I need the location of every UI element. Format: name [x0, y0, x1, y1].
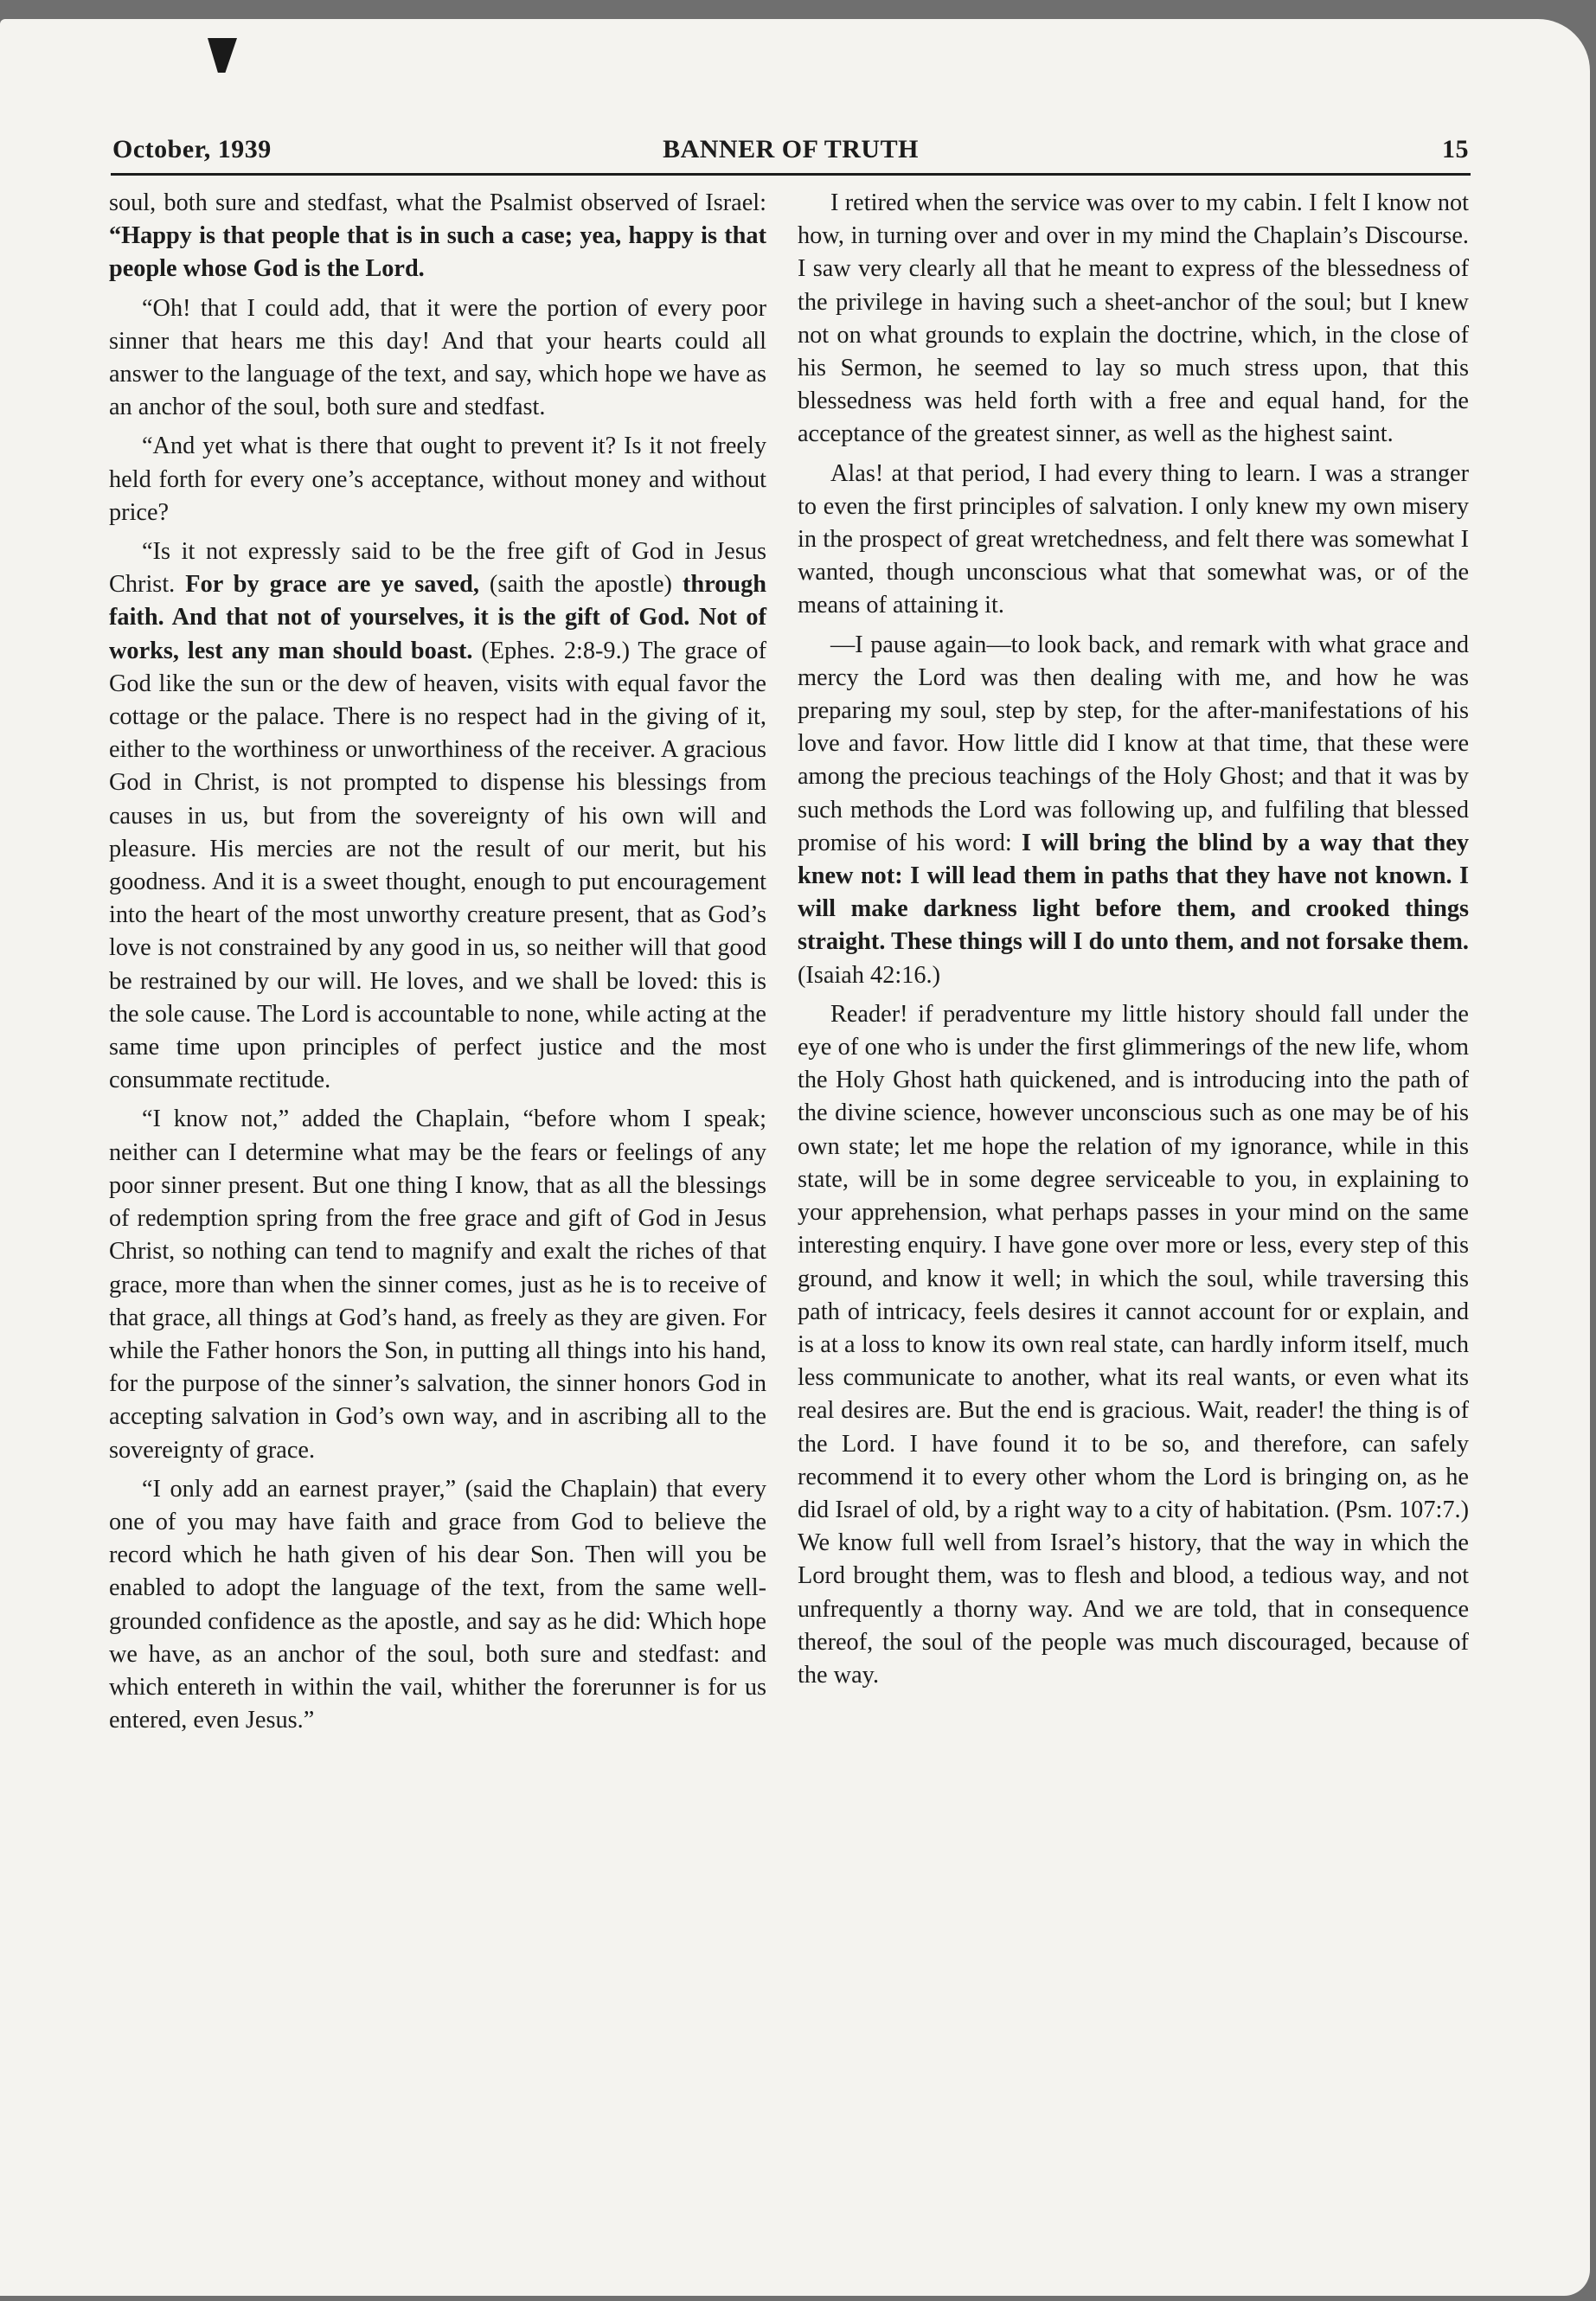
text-run: (Isaiah 42:16.): [798, 961, 941, 989]
text-run: Alas! at that period, I had every thing to learn. I was a stranger to even the first principles of salvation. I only knew my own misery in the prospect of great wretchedness, and felt there was somewhat I wanted, though unconscious what that somewhat was, or of the means of attaining it.: [798, 459, 1469, 619]
right-column: [798, 187, 1469, 1698]
issue-date: October, 1939: [112, 135, 272, 163]
paragraph: [109, 187, 766, 286]
paragraph: [109, 1473, 766, 1738]
bold-text: “Happy is that people that is in such a case; yea, happy is that people whose God is the Lord.: [109, 222, 766, 283]
bold-text: For by grace are ye saved,: [185, 571, 479, 599]
header-rule: [111, 173, 1471, 176]
paragraph: [798, 998, 1469, 1692]
running-header: [112, 135, 1469, 173]
bold-text: through faith. And that not of yourselves, it is the gift of God. Not of works, lest any man should boast.: [109, 571, 766, 664]
paragraph: [798, 629, 1469, 992]
text-run: “Oh! that I could add, that it were the portion of every poor sinner that hears me this day! And that your hearts could all answer to the language of the text, and say, which hope we have as an anchor of the soul, both sure and stedfast.: [109, 294, 766, 421]
paragraph: [109, 1103, 766, 1466]
paragraph: [798, 458, 1469, 623]
magazine-page: [0, 19, 1590, 2296]
paragraph: [798, 187, 1469, 452]
text-run: Reader! if peradventure my little history should fall under the eye of one who is under the first glimmerings of the new life, whom the Holy Ghost hath quickened, and is introducing into the path of the divine science, however unconscious such as one may be of his own state; let me hope the relation of my ignorance, while in this state, will be in some degree serviceable to you, in explaining to your apprehension, what perhaps passes in your mind on the same interesting enquiry. I have gone over more or less, every step of this ground, and know it well; in which the soul, while traversing this path of intricacy, feels desires it cannot account for or explain, and is at a loss to know its own real state, can hardly inform itself, much less communicate to another, what its real wants, or even what its real desires are. But the end is gracious. Wait, reader! the thing is of the Lord. I have found it to be so, and therefore, can safely recommend it to every other whom the Lord is bringing on, as he did Israel of old, by a right way to a city of habitation. (Psm. 107:7.) We know full well from Israel’s history, that the way in which the Lord brought them, was to flesh and blood, a tedious way, and not unfrequently a thorny way. And we are told, that in consequence thereof, the soul of the people was much discouraged, because of the way.: [798, 1000, 1469, 1689]
bold-text: I will bring the blind by a way that they knew not: I will lead them in paths that they have not known. I will make darkness light before them, and crooked things straight. These things will I do unto them, and not forsake them.: [798, 829, 1469, 956]
text-run: —I pause again—to look back, and remark with what grace and mercy the Lord was then dealing with me, and how he was preparing my soul, step by step, for the after-manifestations of his love and favor. How little did I know at that time, that these were among the precious teachings of the Holy Ghost; and that it was by such methods the Lord was following up, and fulfiling that blessed promise of his word:: [798, 631, 1469, 856]
paragraph: [109, 430, 766, 529]
text-run: “I know not,” added the Chaplain, “before whom I speak; neither can I determine what may be the fears or feelings of any poor sinner present. But one thing I know, that as all the blessings of redemption spring from the free grace and gift of God in Jesus Christ, so nothing can tend to magnify and exalt the riches of that grace, more than when the sinner comes, just as he is to receive of that grace, all things at God’s hand, as freely as they are given. For while the Father honors the Son, in putting all things into his hand, for the purpose of the sinner’s salvation, the sinner honors God in accepting salvation in God’s own way, and in ascribing all to the sovereignty of grace.: [109, 1106, 766, 1464]
text-run: “Is it not expressly said to be the free gift of God in Jesus Christ.: [109, 538, 766, 599]
text-run: “And yet what is there that ought to prevent it? Is it not freely held forth for every one’s acceptance, without money and without price?: [109, 433, 766, 526]
left-column: [109, 187, 766, 1743]
text-run: “I only add an earnest prayer,” (said the Chaplain) that every one of you may have faith and grace from God to believe the record which he hath given of his dear Son. Then will you be enabled to adopt the language of the text, from the same well-grounded confidence as the apostle, and say as he did: Which hope we have, as an anchor of the soul, both sure and stedfast: and which entereth in within the vail, whither the forerunner is for us entered, even Jesus.”: [109, 1475, 766, 1734]
publication-title: BANNER OF TRUTH: [663, 135, 919, 163]
text-run: (saith the apostle): [478, 571, 683, 599]
paragraph: [109, 292, 766, 425]
page-number: 15: [1442, 135, 1469, 163]
text-run: soul, both sure and stedfast, what the Psalmist observed of Israel:: [109, 189, 766, 216]
text-run: I retired when the service was over to my cabin. I felt I know not how, in turning over and over in my mind the Chaplain’s Discourse. I saw very clearly all that he meant to express of the blessedness of the privilege in having such a sheet-anchor of the soul; but I knew not on what grounds to explain the doctrine, which, in the close of his Sermon, he seemed to lay so much stress upon, that this blessedness was held forth with a free and equal hand, for the acceptance of the greatest sinner, as well as the highest saint.: [798, 189, 1469, 448]
binding-mark: [208, 38, 237, 73]
paragraph: [109, 535, 766, 1097]
text-run: (Ephes. 2:8-9.) The grace of God like the sun or the dew of heaven, visits with equal favor the cottage or the palace. There is no respect had in the giving of it, either to the worthiness or unworthiness of the receiver. A gracious God in Christ, is not prompted to dispense his blessings from causes in us, but from the sovereignty of his own will and pleasure. His mercies are not the result of our merit, but his goodness. And it is a sweet thought, enough to put encouragement into the heart of the most unworthy creature present, that as God’s love is not constrained by any good in us, so neither will that good be restrained by our will. He loves, and we shall be loved: this is the sole cause. The Lord is accountable to none, while acting at the same time upon principles of perfect justice and the most consummate rectitude.: [109, 637, 766, 1094]
